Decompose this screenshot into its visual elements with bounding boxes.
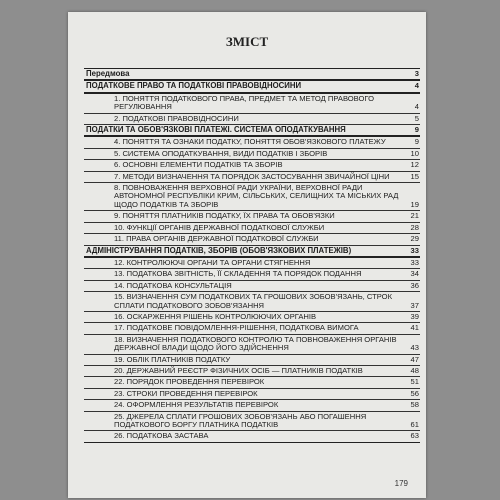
toc-entry-page: 33 [410, 245, 419, 255]
toc-section-entry [84, 125, 420, 137]
toc-entry-title: Передмова [86, 69, 130, 78]
toc-entry-page: 9 [414, 125, 419, 135]
toc-entry-title: 17. ПОДАТКОВЕ ПОВІДОМЛЕННЯ-РІШЕННЯ, ПОДАТКОВА ВИМОГА [114, 323, 359, 333]
toc-section-entry [84, 246, 420, 258]
page-title: ЗМІСТ [225, 34, 269, 49]
toc-entry-title: 11. ПРАВА ОРГАНІВ ДЕРЖАВНОЇ ПОДАТКОВОЇ СЛУЖБИ [114, 234, 319, 244]
toc-entry [84, 114, 420, 125]
toc-entry-page: 48 [410, 365, 419, 375]
toc-entry-title: ПОДАТКИ ТА ОБОВ'ЯЗКОВІ ПЛАТЕЖІ. СИСТЕМА ОПОДАТКУВАННЯ [86, 125, 346, 135]
toc-entry-page: 61 [410, 420, 419, 429]
toc-entry [84, 366, 420, 377]
toc-entry-title: 1. ПОНЯТТЯ ПОДАТКОВОГО ПРАВА, ПРЕДМЕТ ТА МЕТОД ПРАВОВОГО РЕГУЛЮВАННЯ [114, 93, 374, 112]
toc-entry-page: 3 [414, 69, 419, 78]
toc-entry-title: 23. СТРОКИ ПРОВЕДЕННЯ ПЕРЕВІРОК [114, 388, 258, 398]
table-of-contents [84, 68, 420, 443]
toc-entry-page: 58 [410, 400, 419, 410]
toc-entry [84, 149, 420, 160]
book-page [68, 12, 426, 498]
toc-entry-title: 20. ДЕРЖАВНИЙ РЕЄСТР ФІЗИЧНИХ ОСІБ — ПЛАТНИКІВ ПОДАТКІВ [114, 365, 363, 375]
toc-entry-page: 4 [414, 102, 419, 112]
toc-entry [84, 355, 420, 366]
toc-entry-page: 10 [410, 148, 419, 158]
toc-entry-page: 28 [410, 222, 419, 232]
toc-entry-title: 8. ПОВНОВАЖЕННЯ ВЕРХОВНОЇ РАДИ УКРАЇНИ, ВЕРХОВНОЇ РАДИ АВТОНОМНОЇ РЕСПУБЛІКИ КРИМ, СІЛЬСЬКИХ, СЕЛИЩНИХ ТА МІСЬКИХ РАД ЩОДО ПОДАТКІВ ТА ЗБОРІВ [114, 183, 399, 209]
toc-entry-page: 56 [410, 388, 419, 398]
toc-entry-page: 19 [410, 199, 419, 209]
toc-entry [84, 137, 420, 148]
toc-entry-page: 47 [410, 354, 419, 364]
page-number: 179 [394, 479, 408, 488]
toc-entry-title: 18. ВИЗНАЧЕННЯ ПОДАТКОВОГО КОНТРОЛЮ ТА ПОВНОВАЖЕННЯ ОРГАНІВ ДЕРЖАВНОЇ ВЛАДИ ЩОДО ЙОГО ЗДІЙСНЕННЯ [114, 334, 397, 353]
toc-entry-title: АДМІНІСТРУВАННЯ ПОДАТКІВ, ЗБОРІВ (ОБОВ'ЯЗКОВИХ ПЛАТЕЖІВ) [86, 245, 352, 255]
toc-entry [84, 292, 420, 312]
toc-entry [84, 377, 420, 388]
toc-entry [84, 281, 420, 292]
toc-section-entry [84, 69, 420, 81]
toc-entry-title: ПОДАТКОВЕ ПРАВО ТА ПОДАТКОВІ ПРАВОВІДНОСИНИ [86, 81, 302, 91]
toc-entry-title: 16. ОСКАРЖЕННЯ РІШЕНЬ КОНТРОЛЮЮЧИХ ОРГАНІВ [114, 311, 317, 321]
toc-entry-page: 12 [410, 160, 419, 170]
toc-entry-page: 43 [410, 343, 419, 353]
toc-entry [84, 172, 420, 183]
toc-entry-title: 22. ПОРЯДОК ПРОВЕДЕННЯ ПЕРЕВІРОК [114, 377, 265, 387]
toc-entry-page: 4 [414, 81, 419, 91]
toc-entry [84, 183, 420, 211]
toc-entry [84, 323, 420, 334]
toc-entry [84, 211, 420, 222]
toc-entry-page: 15 [410, 171, 419, 181]
toc-entry-page: 9 [414, 137, 419, 147]
toc-entry [84, 412, 420, 432]
toc-entry-page: 63 [410, 431, 419, 441]
toc-entry-title: 2. ПОДАТКОВІ ПРАВОВІДНОСИНИ [114, 113, 239, 123]
toc-entry [84, 234, 420, 245]
toc-entry [84, 269, 420, 280]
toc-entry-title: 5. СИСТЕМА ОПОДАТКУВАННЯ, ВИДИ ПОДАТКІВ І ЗБОРІВ [114, 148, 328, 158]
toc-section-entry [84, 81, 420, 93]
toc-entry-page: 39 [410, 311, 419, 321]
toc-entry-title: 14. ПОДАТКОВА КОНСУЛЬТАЦІЯ [114, 280, 232, 290]
toc-entry-page: 34 [410, 269, 419, 279]
toc-entry-title: 4. ПОНЯТТЯ ТА ОЗНАКИ ПОДАТКУ, ПОНЯТТЯ ОБОВ'ЯЗКОВОГО ПЛАТЕЖУ [114, 137, 386, 147]
toc-entry [84, 389, 420, 400]
toc-entry [84, 312, 420, 323]
toc-entry-page: 51 [410, 377, 419, 387]
toc-entry [84, 160, 420, 171]
toc-entry [84, 335, 420, 355]
toc-entry-title: 13. ПОДАТКОВА ЗВІТНІСТЬ, ЇЇ СКЛАДЕННЯ ТА ПОРЯДОК ПОДАННЯ [114, 269, 362, 279]
toc-entry-page: 36 [410, 280, 419, 290]
toc-entry [84, 258, 420, 269]
toc-entry-title: 24. ОФОРМЛЕННЯ РЕЗУЛЬТАТІВ ПЕРЕВІРОК [114, 400, 279, 410]
toc-entry-page: 33 [410, 257, 419, 267]
toc-entry-title: 15. ВИЗНАЧЕННЯ СУМ ПОДАТКОВИХ ТА ГРОШОВИХ ЗОБОВ'ЯЗАНЬ, СТРОК СПЛАТИ ПОДАТКОВОГО ЗОБОВ'ЯЗАННЯ [114, 292, 392, 310]
toc-entry-page: 5 [414, 113, 419, 123]
toc-entry [84, 223, 420, 234]
toc-entry-title: 26. ПОДАТКОВА ЗАСТАВА [114, 431, 209, 441]
toc-entry-title: 19. ОБЛІК ПЛАТНИКІВ ПОДАТКУ [114, 354, 231, 364]
toc-entry-page: 29 [410, 234, 419, 244]
toc-entry-title: 10. ФУНКЦІЇ ОРГАНІВ ДЕРЖАВНОЇ ПОДАТКОВОЇ СЛУЖБИ [114, 222, 325, 232]
toc-entry-title: 6. ОСНОВНІ ЕЛЕМЕНТИ ПОДАТКІВ ТА ЗБОРІВ [114, 160, 283, 170]
toc-entry [84, 400, 420, 411]
toc-entry-page: 21 [410, 211, 419, 221]
toc-entry-title: 7. МЕТОДИ ВИЗНАЧЕННЯ ТА ПОРЯДОК ЗАСТОСУВАННЯ ЗВИЧАЙНОЇ ЦІНИ [114, 171, 390, 181]
toc-entry [84, 94, 420, 114]
toc-entry-title: 12. КОНТРОЛЮЮЧІ ОРГАНИ ТА ОРГАНИ СТЯГНЕННЯ [114, 257, 311, 267]
toc-entry-title: 9. ПОНЯТТЯ ПЛАТНИКІВ ПОДАТКУ, ЇХ ПРАВА ТА ОБОВ'ЯЗКИ [114, 211, 335, 221]
toc-entry [84, 431, 420, 441]
toc-entry-title: 25. ДЖЕРЕЛА СПЛАТИ ГРОШОВИХ ЗОБОВ'ЯЗАНЬ АБО ПОГАШЕННЯ ПОДАТКОВОГО БОРГУ ПЛАТНИКА ПОДАТКІВ [114, 411, 367, 429]
toc-entry-page: 41 [410, 323, 419, 333]
toc-entry-page: 37 [410, 300, 419, 310]
